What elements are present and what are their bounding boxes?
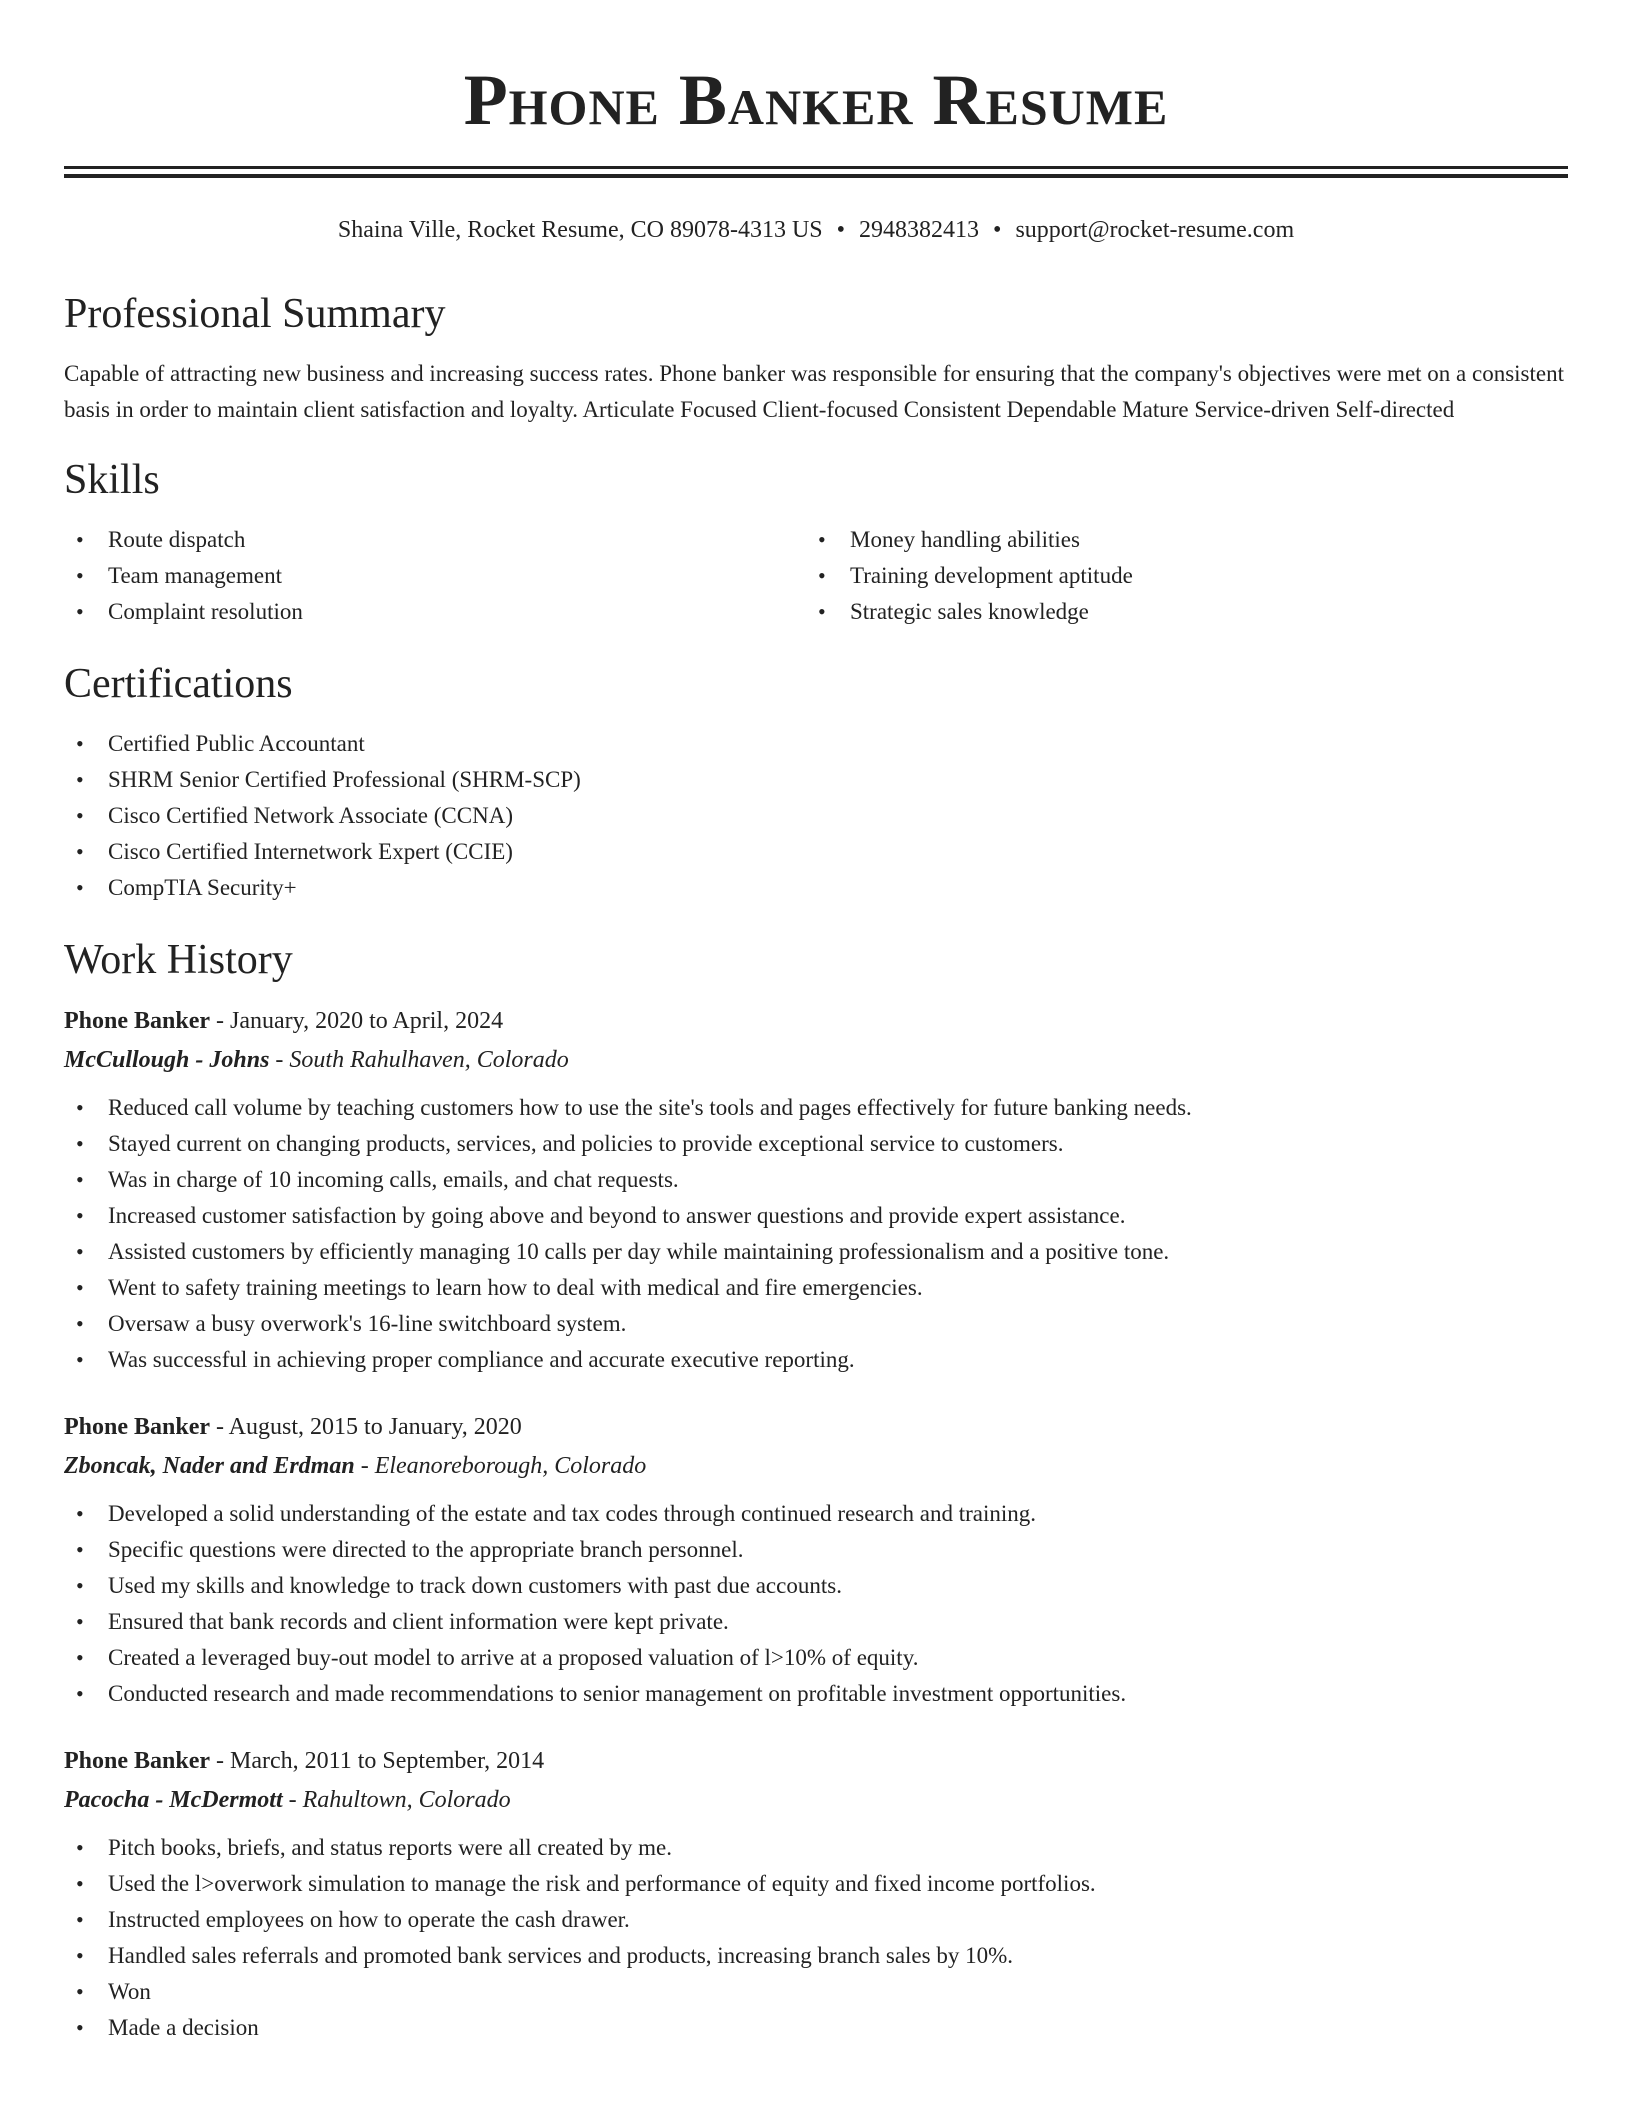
contact-separator: • (993, 217, 1002, 243)
certifications-list (64, 726, 1568, 906)
job-bullet: • Instructed employees on how to operate the cash drawer. (64, 1902, 1568, 1938)
job-bullet: • Won (64, 1974, 1568, 2010)
contact-email: support@rocket-resume.com (1015, 217, 1295, 243)
contact-phone: 2948382413 (859, 217, 980, 243)
skills-heading: Skills (64, 457, 160, 503)
job-dates: - January, 2020 to April, 2024 (210, 1008, 504, 1034)
job-bullet: • Increased customer satisfaction by going above and beyond to answer questions and provide expert assistance. (64, 1198, 1568, 1234)
job-bullet: • Went to safety training meetings to learn how to deal with medical and fire emergencies. (64, 1270, 1568, 1306)
job-role: Phone Banker (64, 1414, 211, 1440)
job-role: Phone Banker (64, 1748, 211, 1774)
skill-item: • Training development aptitude (806, 558, 1548, 594)
job-bullet: • Assisted customers by efficiently managing 10 calls per day while maintaining professionalism and a positive tone. (64, 1234, 1568, 1270)
job-entry (64, 1408, 1568, 1712)
contact-line (64, 214, 1568, 246)
job-bullet: • Was in charge of 10 incoming calls, emails, and chat requests. (64, 1162, 1568, 1198)
job-company: Zboncak, Nader and Erdman (64, 1453, 355, 1479)
job-dates: - March, 2011 to September, 2014 (210, 1748, 545, 1774)
job-bullet: • Handled sales referrals and promoted bank services and products, increasing branch sales by 10%. (64, 1938, 1568, 1974)
job-bullet: • Specific questions were directed to the appropriate branch personnel. (64, 1532, 1568, 1568)
skills-list-right (806, 522, 1548, 630)
job-header (64, 1002, 1568, 1040)
job-bullet: • Ensured that bank records and client information were kept private. (64, 1604, 1568, 1640)
job-bullet: • Developed a solid understanding of the estate and tax codes through continued research and training. (64, 1496, 1568, 1532)
job-bullet: • Made a decision (64, 2010, 1568, 2046)
certifications-heading: Certifications (64, 661, 293, 707)
work-history-heading: Work History (64, 937, 293, 983)
skills-list-left (64, 522, 806, 630)
job-company-line (64, 1040, 1568, 1080)
job-bullets (64, 1090, 1568, 1378)
job-bullet: • Conducted research and made recommendations to senior management on profitable investment opportunities. (64, 1676, 1568, 1712)
job-dates: - August, 2015 to January, 2020 (210, 1414, 522, 1440)
certification-item: • CompTIA Security+ (64, 870, 1568, 906)
skills-columns (64, 522, 1568, 630)
job-header (64, 1742, 1568, 1780)
job-header (64, 1408, 1568, 1446)
job-bullets (64, 1830, 1568, 2046)
summary-heading: Professional Summary (64, 291, 446, 337)
contact-address: Shaina Ville, Rocket Resume, CO 89078-4313 US (337, 217, 823, 243)
job-bullet: • Was successful in achieving proper compliance and accurate executive reporting. (64, 1342, 1568, 1378)
job-location: - South Rahulhaven, Colorado (269, 1047, 569, 1073)
job-company: Pacocha - McDermott (64, 1787, 283, 1813)
job-company-line (64, 1446, 1568, 1486)
job-bullet: • Pitch books, briefs, and status reports were all created by me. (64, 1830, 1568, 1866)
job-role: Phone Banker (64, 1008, 211, 1034)
job-entry (64, 1002, 1568, 1378)
job-bullet: • Oversaw a busy overwork's 16-line switchboard system. (64, 1306, 1568, 1342)
contact-separator: • (836, 217, 846, 243)
job-location: - Eleanoreborough, Colorado (354, 1453, 647, 1479)
job-bullets (64, 1496, 1568, 1712)
certification-item: • SHRM Senior Certified Professional (SHRM-SCP) (64, 762, 1568, 798)
resume-title: Phone Banker Resume (463, 60, 1169, 140)
job-bullet: • Used my skills and knowledge to track down customers with past due accounts. (64, 1568, 1568, 1604)
certification-item: • Certified Public Accountant (64, 726, 1568, 762)
summary-text: Capable of attracting new business and increasing success rates. Phone banker was responsible for ensuring that the company's objectives were met on a consistent basis in order to maintain client satisfaction and loyalty. Articulate Focused Client-focused Consistent Dependable Mature Service-driven Self-directed (64, 361, 1564, 422)
job-bullet: • Reduced call volume by teaching customers how to use the site's tools and pages effectively for future banking needs. (64, 1090, 1568, 1126)
skill-item: • Route dispatch (64, 522, 806, 558)
certification-item: • Cisco Certified Network Associate (CCNA) (64, 798, 1568, 834)
skill-item: • Team management (64, 558, 806, 594)
certification-item: • Cisco Certified Internetwork Expert (CCIE) (64, 834, 1568, 870)
skill-item: • Strategic sales knowledge (806, 594, 1548, 630)
job-entry (64, 1742, 1568, 2046)
skill-item: • Complaint resolution (64, 594, 806, 630)
job-bullet: • Stayed current on changing products, services, and policies to provide exceptional service to customers. (64, 1126, 1568, 1162)
job-bullet: • Created a leveraged buy-out model to arrive at a proposed valuation of l>10% of equity. (64, 1640, 1568, 1676)
job-location: - Rahultown, Colorado (282, 1787, 511, 1813)
title-divider (64, 166, 1568, 178)
skill-item: • Money handling abilities (806, 522, 1548, 558)
job-company-line (64, 1780, 1568, 1820)
job-bullet: • Used the l>overwork simulation to manage the risk and performance of equity and fixed income portfolios. (64, 1866, 1568, 1902)
job-company: McCullough - Johns (64, 1047, 270, 1073)
